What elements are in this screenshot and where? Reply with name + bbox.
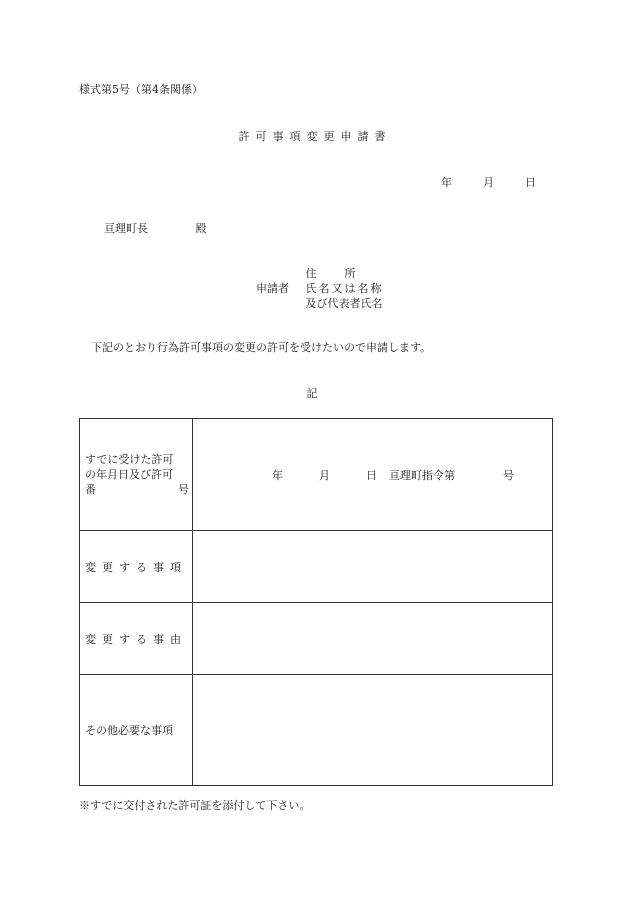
prior-permit-label: すでに受けた許可 の年月日及び許可 番 号 [80,419,193,531]
applicant-block [256,266,384,311]
addressee [104,220,207,236]
applicant-name-label: 氏名又は名称 [305,282,384,295]
change-item-label: 変更する事項 [80,531,193,603]
addressee-honorific: 殿 [195,222,207,235]
other-items-label: その他必要な事項 [80,675,193,786]
change-item-value[interactable] [193,531,553,603]
prior-permit-value[interactable] [193,419,553,531]
permit-day-label: 日 [366,468,377,482]
form-title: 許可事項変更申請書 [238,130,392,143]
date-line [441,174,536,190]
statement: 下記のとおり行為許可事項の変更の許可を受けたいので申請します。 [91,341,432,354]
other-items-value[interactable] [193,675,553,786]
permit-number-label: 号 [503,468,514,482]
date-day-label: 日 [525,176,536,189]
permit-directive-label: 亘理町指令第 [389,468,455,482]
applicant-address-label: 住 所 [305,267,358,280]
table-row-change-reason [80,603,553,675]
table-row-other [80,675,553,786]
date-month-label: 月 [483,176,494,189]
change-reason-label: 変更する事由 [80,603,193,675]
change-reason-value[interactable] [193,603,553,675]
application-table [79,418,553,786]
date-year-label: 年 [441,176,452,189]
permit-month-label: 月 [319,468,330,482]
permit-year-label: 年 [272,468,283,482]
form-number: 様式第5号（第4条関係） [79,83,203,96]
ki-heading: 記 [306,387,318,400]
applicant-rep-label: 及び代表者氏名 [305,297,383,310]
table-row-prior-permit [80,419,553,531]
addressee-name: 亘理町長 [104,222,148,235]
table-row-change-item [80,531,553,603]
applicant-label: 申請者 [256,282,289,295]
footnote: ※すでに交付された許可証を添付して下さい。 [79,799,311,812]
